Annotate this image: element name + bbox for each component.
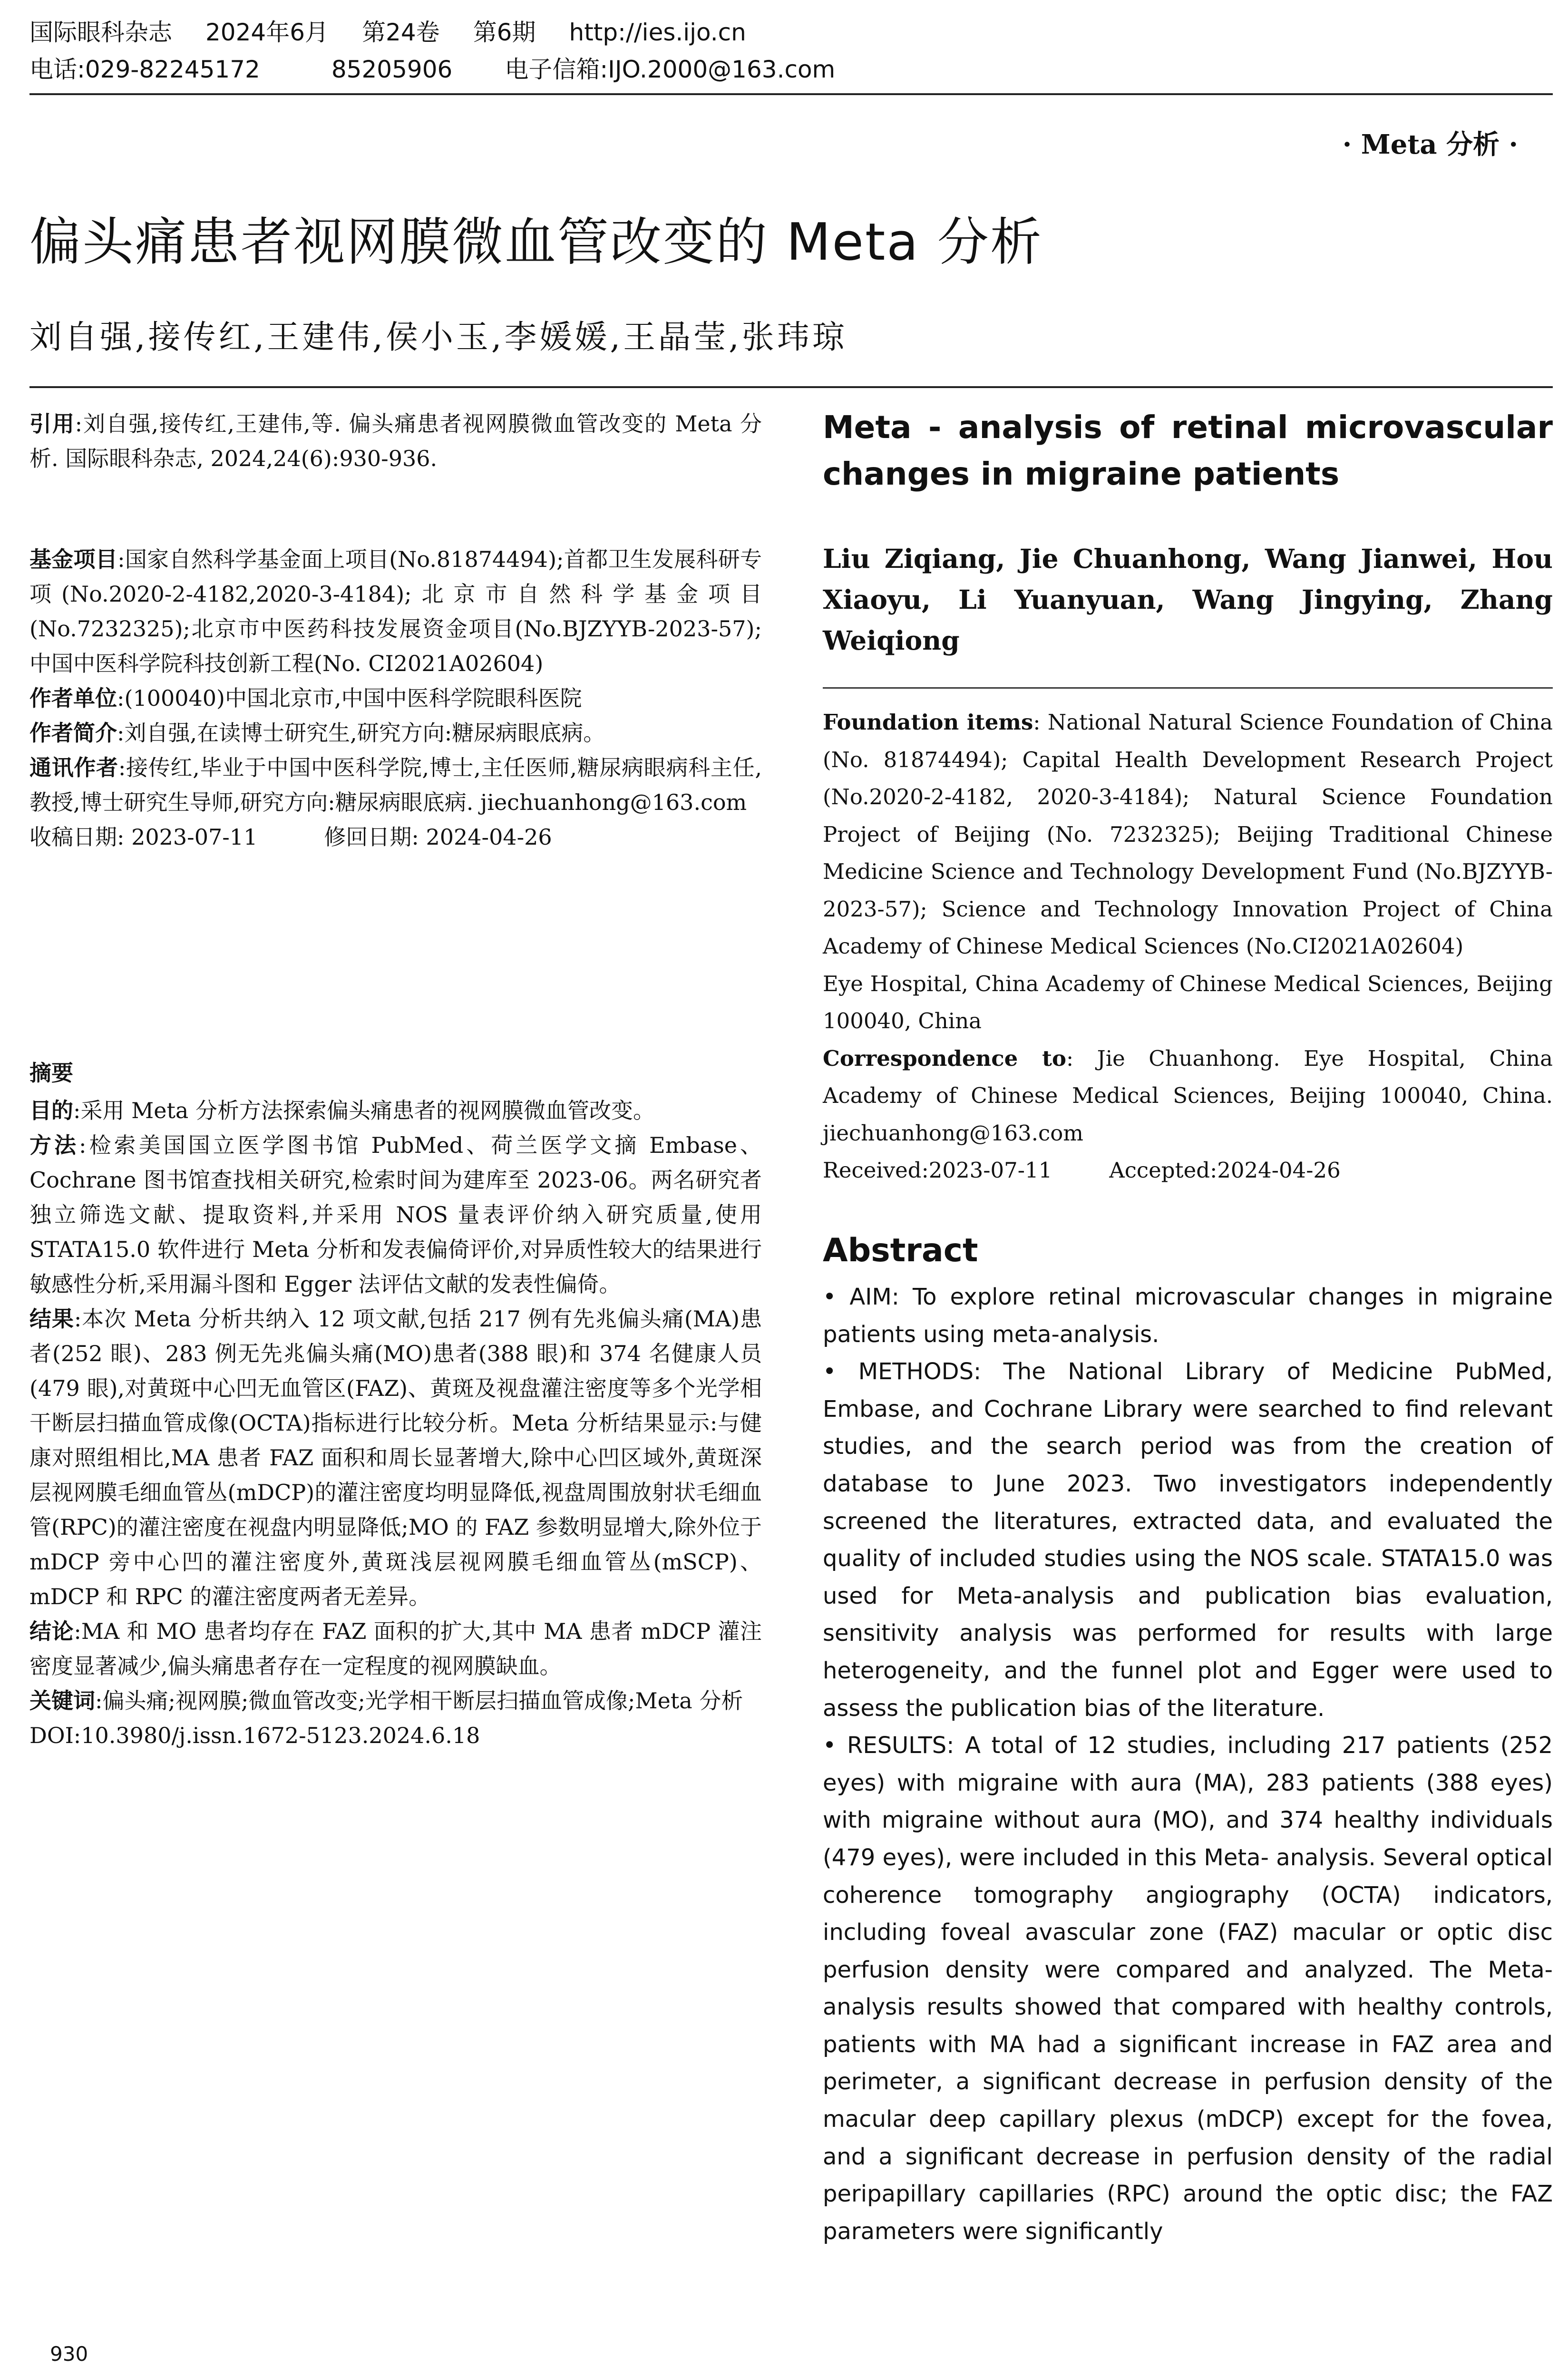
running-header bbox=[29, 18, 779, 47]
volume: 第24卷 bbox=[362, 19, 440, 46]
left-column-info bbox=[29, 407, 762, 476]
dates-cn: 收稿日期: 2023-07-11 修回日期: 2024-04-26 bbox=[29, 824, 552, 850]
affiliation: Eye Hospital, China Academy of Chinese Medical Sciences, Beijing 100040, China bbox=[823, 971, 1553, 1033]
citation: 引用:刘自强,接传红,王建伟,等. 偏头痛患者视网膜微血管改变的 Meta 分析. 国际眼科杂志, 2024,24(6):930-936. bbox=[29, 411, 762, 471]
authors-en: Liu Ziqiang, Jie Chuanhong, Wang Jianwei, Hou Xiaoyu, Li Yuanyuan, Wang Jingying, Zhang Weiqiong bbox=[823, 543, 1553, 656]
contact-line bbox=[29, 55, 868, 84]
aim-en: • AIM: To explore retinal microvascular changes in migraine patients using meta-analysis. bbox=[823, 1284, 1553, 1348]
title-en: Meta - analysis of retinal microvascular changes in migraine patients bbox=[823, 409, 1553, 492]
fund: 基金项目:国家自然科学基金面上项目(No.81874494);首都卫生发展科研专项(No.2020-2-4182,2020-3-4184);北京市自然科学基金项目(No.7232325);北京市中医药科技发展资金项目(No.BJZYYB-2023-57);中国中医科学院科技创新工程(No. CI2021A02604) bbox=[29, 546, 762, 676]
authors-rule bbox=[823, 687, 1553, 689]
doi[interactable]: DOI:10.3980/j.issn.1672-5123.2024.6.18 bbox=[29, 1723, 480, 1748]
authors-cn: 刘自强,接传红,王建伟,侯小玉,李媛媛,王晶莹,张玮琼 bbox=[29, 319, 847, 356]
correspondence: Correspondence to: Jie Chuanhong. Eye Hospital, China Academy of Chinese Medical Sciences, Beijing 100040, China. jiechuanhong@163.com bbox=[823, 1045, 1553, 1146]
phone: 电话:029-82245172 bbox=[29, 56, 260, 83]
abstract-en bbox=[823, 1278, 1553, 2250]
journal-name: 国际眼科杂志 bbox=[29, 19, 172, 46]
issue-number: 第6期 bbox=[473, 19, 536, 46]
aim-cn: 目的:采用 Meta 分析方法探索偏头痛患者的视网膜微血管改变。 bbox=[29, 1098, 655, 1123]
keywords-cn: 关键词:偏头痛;视网膜;微血管改变;光学相干断层扫描血管成像;Meta 分析 bbox=[29, 1688, 743, 1714]
page-title: 偏头痛患者视网膜微血管改变的 Meta 分析 bbox=[29, 213, 1043, 272]
left-column-meta bbox=[29, 542, 762, 855]
phone-2: 85205906 bbox=[331, 56, 453, 83]
page-number: 930 bbox=[50, 2342, 88, 2366]
title-rule bbox=[29, 386, 1553, 388]
author-bio: 作者简介:刘自强,在读博士研究生,研究方向:糖尿病眼底病。 bbox=[29, 720, 605, 746]
results-en: • RESULTS: A total of 12 studies, including 217 patients (252 eyes) with migraine with aura (MA), 283 patients (388 eyes) with migraine without aura (MO), and 374 healthy individuals (479 eyes), were included in this Meta- analysis. Several optical coherence tomography angiography (OCTA) indicators, including foveal avascular zone (FAZ) macular or optic disc perfusion density were compared and analyzed. The Meta-analysis results showed that compared with healthy controls, patients with MA had a significant increase in FAZ area and perimeter, a significant decrease in perfusion density of the macular deep capillary plexus (mDCP) except for the fovea, and a significant decrease in perfusion density of the radial peripapillary capillaries (RPC) around the optic disc; the FAZ parameters were significantly bbox=[823, 1732, 1553, 2245]
author-unit: 作者单位:(100040)中国北京市,中国中医科学院眼科医院 bbox=[29, 685, 582, 711]
methods-cn: 方法:检索美国国立医学图书馆 PubMed、荷兰医学文摘 Embase、Cochrane 图书馆查找相关研究,检索时间为建库至 2023-06。两名研究者独立筛选文献、提取资料,并采用 NOS 量表评价纳入研究质量,使用 STATA15.0 软件进行 Meta 分析和发表偏倚评价,对异质性较大的结果进行敏感性分析,采用漏斗图和 Egger 法评估文献的发表性偏倚。 bbox=[29, 1132, 762, 1297]
section-tag: · Meta 分析 · bbox=[1342, 129, 1518, 160]
foundation-items: Foundation items: National Natural Science Foundation of China (No. 81874494); Capital Health Development Research Project (No.2020-2-4182, 2020-3-4184); Natural Science Foundation Project of Beijing (No. 7232325); Beijing Traditional Chinese Medicine Science and Technology Development Fund (No.BJZYYB-2023-57); Science and Technology Innovation Project of China Academy of Chinese Medical Sciences (No.CI2021A02604) bbox=[823, 710, 1553, 959]
journal-url[interactable]: http://ies.ijo.cn bbox=[569, 19, 746, 46]
abstract-en-head: Abstract bbox=[823, 1232, 978, 1269]
corresponding-author: 通讯作者:接传红,毕业于中国中医科学院,博士,主任医师,糖尿病眼病科主任,教授,博士研究生导师,研究方向:糖尿病眼底病. jiechuanhong@163.com bbox=[29, 755, 762, 815]
email[interactable]: 电子信箱:IJO.2000@163.com bbox=[505, 56, 836, 83]
info-en bbox=[823, 704, 1553, 1189]
methods-en: • METHODS: The National Library of Medicine PubMed, Embase, and Cochrane Library were searched to find relevant studies, and the search period was from the creation of database to June 2023. Two investigators independently screened the literatures, extracted data, and evaluated the quality of included studies using the NOS scale. STATA15.0 was used for Meta-analysis and publication bias evaluation, sensitivity analysis was performed for results with large heterogeneity, and the funnel plot and Egger were used to assess the publication bias of the literature. bbox=[823, 1358, 1553, 1722]
dates-en: Received:2023-07-11 Accepted:2024-04-26 bbox=[823, 1158, 1341, 1183]
abstract-cn-head: 摘要 bbox=[29, 1060, 73, 1086]
issue-date: 2024年6月 bbox=[205, 19, 329, 46]
results-cn: 结果:本次 Meta 分析共纳入 12 项文献,包括 217 例有先兆偏头痛(MA)患者(252 眼)、283 例无先兆偏头痛(MO)患者(388 眼)和 374 名健康人员(479 眼),对黄斑中心凹无血管区(FAZ)、黄斑及视盘灌注密度等多个光学相干断层扫描血管成像(OCTA)指标进行比较分析。Meta 分析结果显示:与健康对照组相比,MA 患者 FAZ 面积和周长显著增大,除中心凹区域外,黄斑深层视网膜毛细血管丛(mDCP)的灌注密度均明显降低,视盘周围放射状毛细血管(RPC)的灌注密度在视盘内明显降低;MO 的 FAZ 参数明显增大,除外位于 mDCP 旁中心凹的灌注密度外,黄斑浅层视网膜毛细血管丛(mSCP)、mDCP 和 RPC 的灌注密度两者无差异。 bbox=[29, 1306, 762, 1609]
header-rule bbox=[29, 93, 1553, 95]
abstract-cn bbox=[29, 1056, 762, 1753]
conclusion-cn: 结论:MA 和 MO 患者均存在 FAZ 面积的扩大,其中 MA 患者 mDCP 灌注密度显著减少,偏头痛患者存在一定程度的视网膜缺血。 bbox=[29, 1618, 762, 1679]
